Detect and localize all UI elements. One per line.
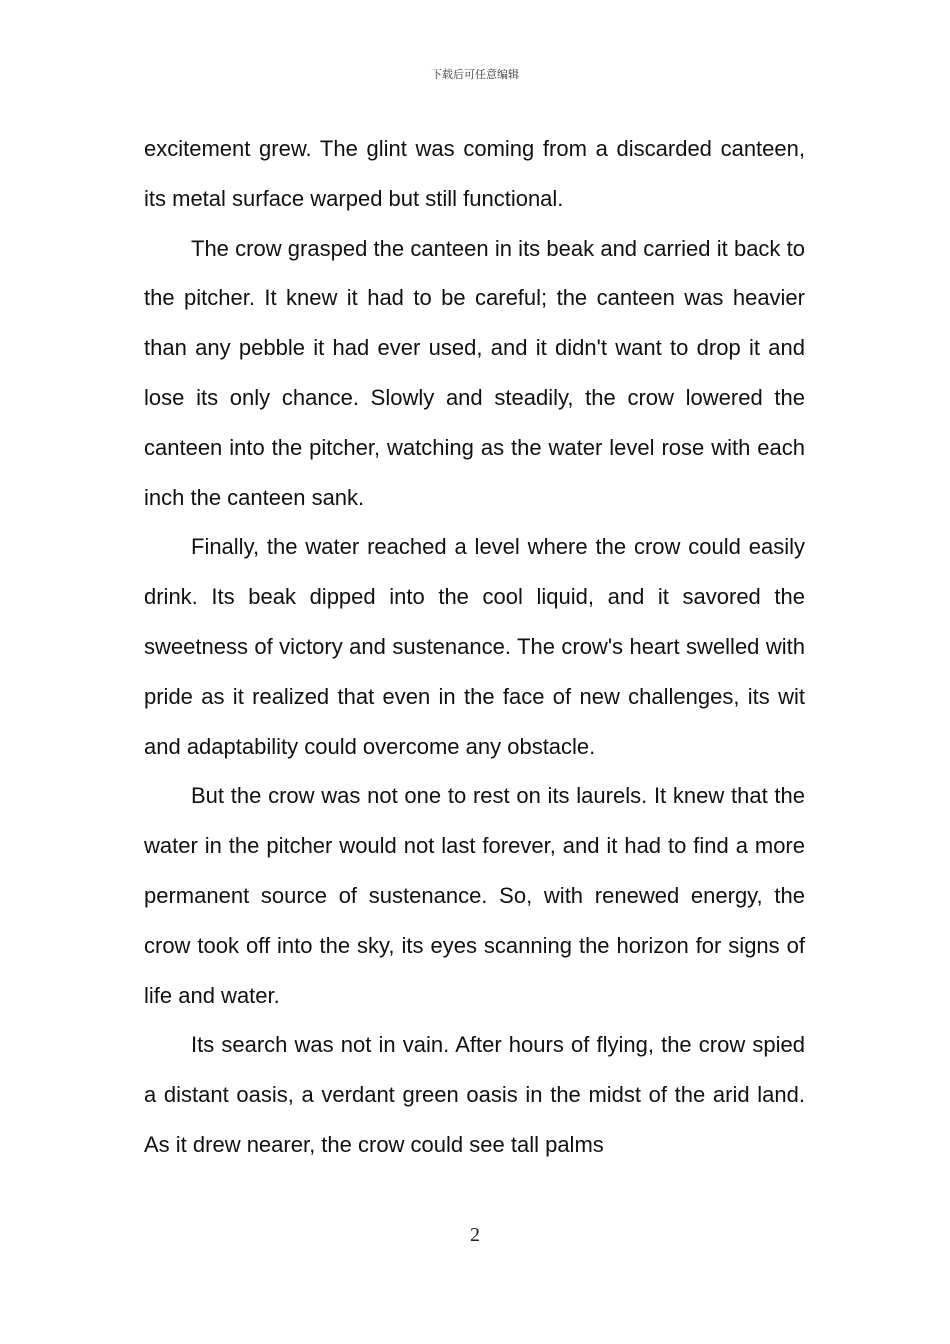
paragraph-laurels: But the crow was not one to rest on its laurels. It knew that the water in the pitcher would not last forever, and it had to find a more permanent source of sustenance. So, with renewed energy, the crow took off into the sky, its eyes scanning the horizon for signs of life and water. xyxy=(144,783,805,1008)
page-number: 2 xyxy=(470,1224,480,1246)
body-text xyxy=(144,124,805,1170)
paragraph-continuation: excitement grew. The glint was coming from a discarded canteen, its metal surface warped but still functional. xyxy=(144,136,805,211)
paragraph-canteen: The crow grasped the canteen in its beak and carried it back to the pitcher. It knew it had to be careful; the canteen was heavier than any pebble it had ever used, and it didn't want to drop it and lose its only chance. Slowly and steadily, the crow lowered the canteen into the pitcher, watching as the water level rose with each inch the canteen sank. xyxy=(144,235,805,510)
paragraph-drink: Finally, the water reached a level where the crow could easily drink. Its beak dipped into the cool liquid, and it savored the sweetness of victory and sustenance. The crow's heart swelled with pride as it realized that even in the face of new challenges, its wit and adaptability could overcome any obstacle. xyxy=(144,534,805,759)
paragraph-oasis: Its search was not in vain. After hours of flying, the crow spied a distant oasis, a verdant green oasis in the midst of the arid land. As it drew nearer, the crow could see tall palms xyxy=(144,1032,805,1157)
page-header: 下载后可任意编辑 xyxy=(431,68,519,81)
